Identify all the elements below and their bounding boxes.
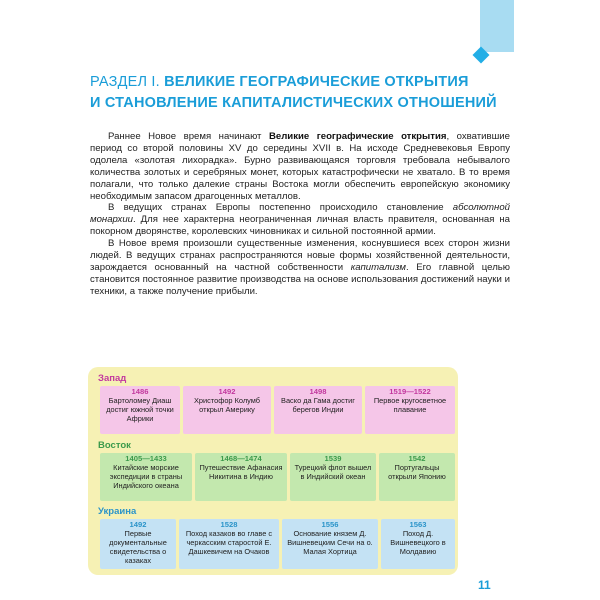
section-title-line2: И СТАНОВЛЕНИЕ КАПИТАЛИСТИЧЕСКИХ ОТНОШЕНИЙ: [90, 95, 497, 111]
event-text: Первое кругосветное плавание: [373, 395, 447, 414]
event-text: Христофор Колумб открыл Америку: [193, 395, 261, 414]
event-year: 1556: [321, 520, 339, 529]
event-card: [100, 519, 176, 569]
section-heading: [90, 72, 510, 114]
paragraph-3: [90, 238, 510, 298]
event-year: 1405—1433: [125, 454, 167, 463]
event-text: Первые документальные свидетельства о казаках: [109, 528, 167, 565]
paragraph-1: [90, 131, 510, 202]
p2-italic-term: абсолютной монархии: [90, 202, 510, 226]
event-card: [290, 453, 376, 501]
region-label-east: Восток: [98, 440, 131, 451]
p2-start: В ведущих странах Европы постепенно происходило становление: [108, 202, 453, 214]
event-card: [100, 386, 180, 434]
page-number: 11: [478, 578, 491, 592]
event-year: 1539: [324, 454, 342, 463]
event-text: Бартоломеу Диаш достиг южной точки Африки: [106, 395, 174, 423]
timeline-row-east: [100, 453, 455, 501]
section-title-line1: ВЕЛИКИЕ ГЕОГРАФИЧЕСКИЕ ОТКРЫТИЯ: [164, 74, 469, 90]
event-year: 1492: [218, 387, 236, 396]
p1-end: , охватившие период со второй половины XV до середины XVII в. На исходе Средневековья Европу одолела «золотая лихорадка». Бурно развивающаяся торговля требовала небывалого количества золотых и серебряных монет, которых катастрофически не хватало. В то время полагали, что только далекие страны Востока могли обеспечить европейскую экономику необходимым запасом драгоценных металлов.: [90, 131, 510, 202]
event-card: [274, 386, 362, 434]
event-year: 1542: [408, 454, 426, 463]
p3-end: . Его главной целью становится постоянное развитие производства на основе использования достижений науки и техники, а также получение прибыли.: [90, 261, 510, 297]
event-text: Основание князем Д. Вишневецким Сечи на о. Малая Хортица: [287, 528, 373, 556]
event-text: Путешествие Афанасия Никитина в Индию: [199, 462, 283, 481]
timeline-row-ukraine: [100, 519, 455, 569]
section-number: РАЗДЕЛ I.: [90, 74, 160, 90]
event-text: Португальцы открыли Японию: [388, 462, 446, 481]
event-year: 1528: [220, 520, 238, 529]
event-year: 1563: [409, 520, 427, 529]
event-text: Китайские морские экспедиции в страны Индийского океана: [109, 462, 183, 490]
event-text: Поход Д. Вишневецкого в Молдавию: [390, 528, 446, 556]
p1-bold-term: Великие географические открытия: [268, 131, 447, 142]
event-card: [365, 386, 455, 434]
event-card: [282, 519, 378, 569]
region-label-ukraine: Украина: [98, 506, 137, 517]
event-text: Поход казаков во главе с черкасским старостой Е. Дашкевичем на Очаков: [185, 528, 273, 556]
event-card: [379, 453, 455, 501]
event-text: Васко да Гама достиг берегов Индии: [281, 395, 355, 414]
timeline-row-west: [100, 386, 455, 434]
p3-italic-term: капитализм: [350, 261, 406, 273]
timeline-panel: [88, 367, 458, 575]
event-year: 1492: [129, 520, 147, 529]
event-year: 1498: [309, 387, 327, 396]
region-label-west: Запад: [98, 373, 127, 384]
p2-end: . Для нее характерна неограниченная личная власть правителя, основанная на покорном дворянстве, королевских чиновниках и сильной постоянной армии.: [90, 214, 510, 238]
event-card: [179, 519, 279, 569]
event-text: Турецкий флот вышел в Индийский океан: [294, 462, 372, 481]
corner-tab-decoration: [480, 0, 514, 52]
event-year: 1519—1522: [389, 387, 431, 396]
p3-start: В Новое время произошли существенные изменения, коснувшиеся всех сторон жизни людей. В ведущих странах распространяются новые формы хозяйственной деятельности, зарождается основанный на частной собственности: [90, 238, 510, 273]
p1-start: Раннее Новое время начинают: [108, 131, 269, 142]
event-card: [100, 453, 192, 501]
event-card: [183, 386, 271, 434]
body-text: [90, 131, 510, 298]
paragraph-2: [90, 202, 510, 238]
event-year: 1486: [131, 387, 149, 396]
event-card: [381, 519, 455, 569]
event-card: [195, 453, 287, 501]
event-year: 1468—1474: [220, 454, 262, 463]
